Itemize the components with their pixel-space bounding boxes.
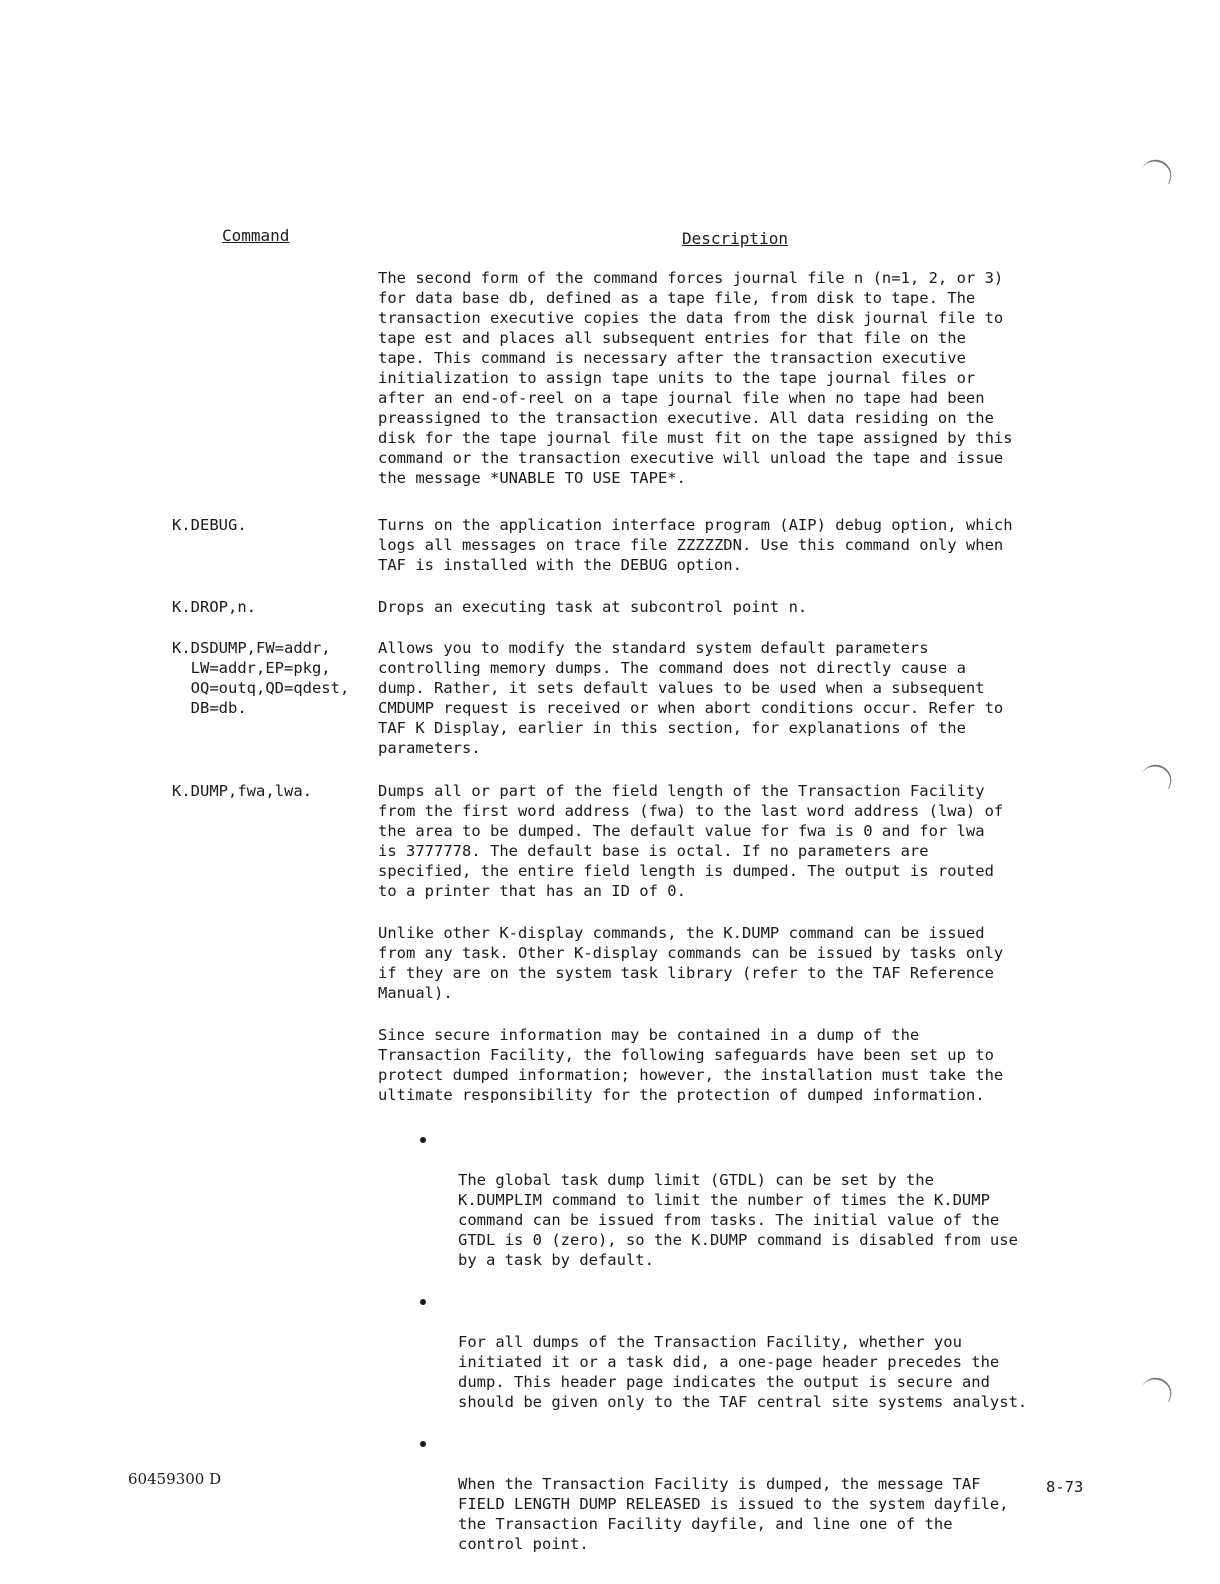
list-item-text: When the Transaction Facility is dumped, the message TAF FIELD LENGTH DUMP RELEASED is issued to the system dayfile, the Transaction Facility dayfile, and line one of the control point. (458, 1475, 1009, 1553)
description-paragraph: Drops an executing task at subcontrol point n. (378, 598, 808, 616)
safeguard-list (414, 1130, 1104, 1576)
bullet-icon (420, 1299, 426, 1305)
command-description (378, 597, 1098, 617)
binder-hole-mark (1140, 1374, 1176, 1403)
list-item-text: The global task dump limit (GTDL) can be set by the K.DUMPLIM command to limit the number of times the K.DUMP command can be issued from tasks. The initial value of the GTDL is 0 (zero), so the K.DUMP command is disabled from use by a task by default. (458, 1171, 1018, 1269)
description-paragraph: Turns on the application interface program (AIP) debug option, which logs all messages on trace file ZZZZZDN. Use this command only when TAF is installed with the DEBUG option. (378, 516, 1013, 574)
list-item-text: For all dumps of the Transaction Facility, whether you initiated it or a task did, a one-page header precedes the dump. This header page indicates the output is secure and should be given only to the TAF central site systems analyst. (458, 1333, 1028, 1411)
list-item (414, 1292, 1104, 1412)
column-header-description: Description (682, 229, 788, 248)
binder-hole-mark (1140, 156, 1176, 185)
column-header-command: Command (222, 226, 290, 245)
list-item (414, 1130, 1104, 1270)
command-description (378, 515, 1098, 575)
command-name: K.DEBUG. (172, 516, 247, 534)
command-description (378, 638, 1098, 758)
document-number: 60459300 D (128, 1470, 222, 1488)
bullet-icon (420, 1137, 426, 1143)
command-description (378, 781, 1098, 1105)
page-number: 8-73 (1046, 1478, 1084, 1496)
description-paragraph: Dumps all or part of the field length of the Transaction Facility from the first word address (fwa) to the last word address (lwa) of the area to be dumped. The default value for fwa is 0 and for lwa is 3777778. The default base is octal. If no parameters are specified, the entire field length is dumped. The output is routed to a printer that has an ID of 0. (378, 782, 1004, 900)
command-name: K.DROP,n. (172, 598, 256, 616)
list-item (414, 1434, 1104, 1554)
intro-paragraph: The second form of the command forces journal file n (n=1, 2, or 3) for data base db, defined as a tape file, from disk to tape. The transaction executive copies the data from the disk journal file to tape est and places all subsequent entries for that file on the tape. This command is necessary after the transaction executive initialization to assign tape units to the tape journal files or after an end-of-reel on a tape journal file when no tape had been preassigned to the transaction executive. All data residing on the disk for the tape journal file must fit on the tape assigned by this command or the transaction executive will unload the tape and issue the message *UNABLE TO USE TAPE*. (378, 269, 1013, 487)
binder-hole-mark (1140, 761, 1176, 790)
description-paragraph: Allows you to modify the standard system default parameters controlling memory dumps. The command does not directly cause a dump. Rather, it sets default values to be used when a subsequent CMDUMP request is received or when abort conditions occur. Refer to TAF K Display, earlier in this section, for explanations of the parameters. (378, 639, 1004, 757)
description-paragraph: Unlike other K-display commands, the K.DUMP command can be issued from any task. Other K-display commands can be issued by tasks only if they are on the system task library (refer to the TAF Reference Manual). (378, 924, 1004, 1002)
description-paragraph: Since secure information may be contained in a dump of the Transaction Facility, the following safeguards have been set up to protect dumped information; however, the installation must take the ultimate responsibility for the protection of dumped information. (378, 1026, 1004, 1104)
bullet-icon (420, 1441, 426, 1447)
intro-description (378, 268, 1098, 488)
command-name: K.DUMP,fwa,lwa. (172, 782, 312, 800)
command-name: K.DSDUMP,FW=addr, LW=addr,EP=pkg, OQ=outq,QD=qdest, DB=db. (172, 639, 350, 717)
